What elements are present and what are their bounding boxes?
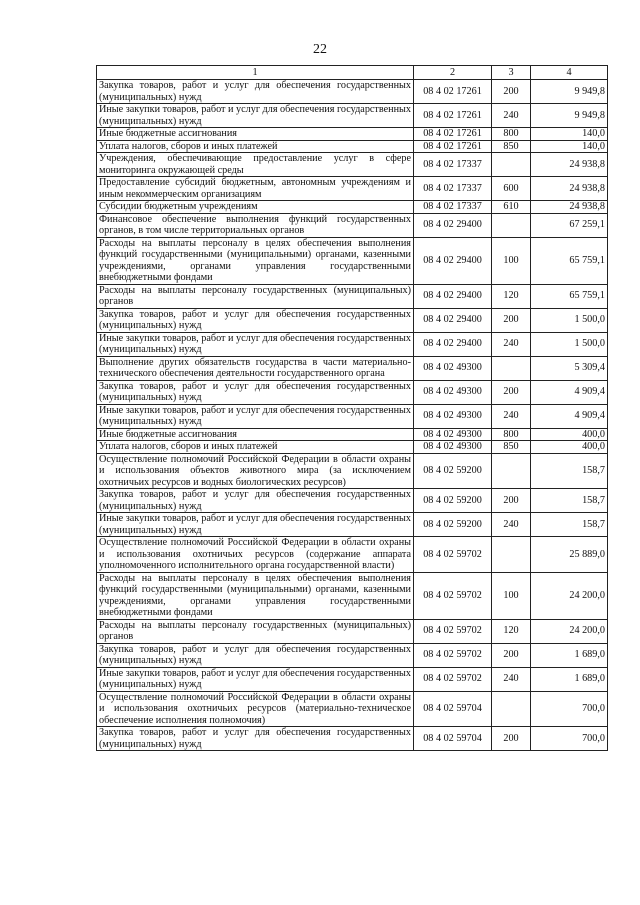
table-row [97,213,608,237]
row-code-cell: 08 4 02 49300 [414,356,492,380]
table-row [97,80,608,104]
table-row [97,453,608,489]
table-row [97,667,608,691]
row-code-cell: 08 4 02 29400 [414,284,492,308]
row-code-cell: 08 4 02 17261 [414,128,492,141]
table-row [97,441,608,454]
table-row [97,356,608,380]
table-row [97,619,608,643]
row-name-cell: Расходы на выплаты персоналу государственных (муниципальных) органов [97,284,414,308]
row-amount-cell: 5 309,4 [531,356,608,380]
row-code-cell: 08 4 02 59702 [414,572,492,619]
row-type-cell: 100 [492,572,531,619]
row-amount-cell: 9 949,8 [531,80,608,104]
page-number: 22 [313,42,327,57]
row-type-cell: 240 [492,513,531,537]
row-type-cell: 240 [492,332,531,356]
row-type-cell [492,453,531,489]
row-type-cell: 600 [492,177,531,201]
row-amount-cell: 24 200,0 [531,619,608,643]
row-code-cell: 08 4 02 17337 [414,177,492,201]
row-type-cell: 240 [492,404,531,428]
row-name-cell: Осуществление полномочий Российской Федерации в области охраны и использования объектов животного мира (за исключением охотничьих ресурсов и водных биологических ресурсов) [97,453,414,489]
row-code-cell: 08 4 02 59200 [414,453,492,489]
row-name-cell: Выполнение других обязательств государства в части материально-технического обеспечения деятельности государственного органа [97,356,414,380]
row-amount-cell: 1 689,0 [531,667,608,691]
row-type-cell: 610 [492,201,531,214]
table-row [97,332,608,356]
row-type-cell [492,153,531,177]
table-row [97,513,608,537]
row-amount-cell: 65 759,1 [531,237,608,284]
table-row [97,104,608,128]
row-type-cell: 200 [492,489,531,513]
row-amount-cell: 24 200,0 [531,572,608,619]
row-name-cell: Уплата налогов, сборов и иных платежей [97,441,414,454]
row-amount-cell: 158,7 [531,489,608,513]
table-row [97,643,608,667]
row-name-cell: Иные закупки товаров, работ и услуг для обеспечения государственных (муниципальных) нужд [97,332,414,356]
row-type-cell: 240 [492,104,531,128]
table-row [97,404,608,428]
table-row [97,284,608,308]
row-name-cell: Финансовое обеспечение выполнения функций государственных органов, в том числе территориальных органов [97,213,414,237]
row-name-cell: Иные закупки товаров, работ и услуг для обеспечения государственных (муниципальных) нужд [97,104,414,128]
row-code-cell: 08 4 02 17261 [414,104,492,128]
row-name-cell: Иные бюджетные ассигнования [97,428,414,441]
row-type-cell: 120 [492,619,531,643]
row-code-cell: 08 4 02 29400 [414,237,492,284]
row-name-cell: Закупка товаров, работ и услуг для обеспечения государственных (муниципальных) нужд [97,380,414,404]
row-amount-cell: 400,0 [531,441,608,454]
row-amount-cell: 24 938,8 [531,153,608,177]
row-type-cell: 120 [492,284,531,308]
row-name-cell: Иные бюджетные ассигнования [97,128,414,141]
row-code-cell: 08 4 02 29400 [414,332,492,356]
row-code-cell: 08 4 02 17337 [414,153,492,177]
row-type-cell: 240 [492,667,531,691]
row-amount-cell: 400,0 [531,428,608,441]
row-code-cell: 08 4 02 59702 [414,619,492,643]
row-code-cell: 08 4 02 17261 [414,140,492,153]
table-row [97,201,608,214]
row-code-cell: 08 4 02 17261 [414,80,492,104]
row-type-cell: 850 [492,441,531,454]
row-name-cell: Закупка товаров, работ и услуг для обеспечения государственных (муниципальных) нужд [97,489,414,513]
table-row [97,308,608,332]
row-amount-cell: 1 500,0 [531,308,608,332]
row-name-cell: Иные закупки товаров, работ и услуг для обеспечения государственных (муниципальных) нужд [97,513,414,537]
row-name-cell: Осуществление полномочий Российской Федерации в области охраны и использования охотничьих ресурсов (материально-техническое обеспечение исполнения полномочия) [97,691,414,727]
table-row [97,380,608,404]
table-row [97,727,608,751]
row-name-cell: Закупка товаров, работ и услуг для обеспечения государственных (муниципальных) нужд [97,308,414,332]
header-col-2: 2 [414,66,492,80]
row-type-cell: 200 [492,380,531,404]
row-name-cell: Иные закупки товаров, работ и услуг для обеспечения государственных (муниципальных) нужд [97,667,414,691]
row-type-cell: 800 [492,428,531,441]
table-row [97,177,608,201]
row-amount-cell: 700,0 [531,691,608,727]
row-type-cell: 200 [492,80,531,104]
row-type-cell: 200 [492,308,531,332]
row-type-cell [492,356,531,380]
row-code-cell: 08 4 02 49300 [414,428,492,441]
row-code-cell: 08 4 02 29400 [414,213,492,237]
row-amount-cell: 1 689,0 [531,643,608,667]
row-name-cell: Субсидии бюджетным учреждениям [97,201,414,214]
row-code-cell: 08 4 02 49300 [414,380,492,404]
header-col-1: 1 [97,66,414,80]
row-name-cell: Предоставление субсидий бюджетным, автономным учреждениям и иным некоммерческим организациям [97,177,414,201]
row-code-cell: 08 4 02 29400 [414,308,492,332]
row-type-cell: 800 [492,128,531,141]
table-row [97,537,608,573]
row-name-cell: Расходы на выплаты персоналу в целях обеспечения выполнения функций государственными (муниципальными) органами, казенными учреждениями, органами управления государственными внебюджетными фондами [97,237,414,284]
row-code-cell: 08 4 02 59702 [414,643,492,667]
table-row [97,153,608,177]
row-type-cell: 200 [492,643,531,667]
table-row [97,572,608,619]
row-code-cell: 08 4 02 59200 [414,513,492,537]
row-name-cell: Осуществление полномочий Российской Федерации в области охраны и использования охотничьих ресурсов (содержание аппарата уполномоченного исполнительного органа государственной власти) [97,537,414,573]
header-col-4: 4 [531,66,608,80]
table-row [97,691,608,727]
row-name-cell: Расходы на выплаты персоналу в целях обеспечения выполнения функций государственными (муниципальными) органами, казенными учреждениями, органами управления государственными внебюджетными фондами [97,572,414,619]
row-name-cell: Закупка товаров, работ и услуг для обеспечения государственных (муниципальных) нужд [97,727,414,751]
row-amount-cell: 158,7 [531,453,608,489]
row-name-cell: Уплата налогов, сборов и иных платежей [97,140,414,153]
table-body [97,80,608,751]
row-type-cell [492,691,531,727]
row-code-cell: 08 4 02 59702 [414,667,492,691]
row-name-cell: Расходы на выплаты персоналу государственных (муниципальных) органов [97,619,414,643]
row-code-cell: 08 4 02 49300 [414,404,492,428]
row-amount-cell: 4 909,4 [531,380,608,404]
table-row [97,489,608,513]
row-code-cell: 08 4 02 17337 [414,201,492,214]
row-amount-cell: 4 909,4 [531,404,608,428]
row-code-cell: 08 4 02 59200 [414,489,492,513]
row-name-cell: Учреждения, обеспечивающие предоставление услуг в сфере мониторинга окружающей среды [97,153,414,177]
row-name-cell: Закупка товаров, работ и услуг для обеспечения государственных (муниципальных) нужд [97,643,414,667]
header-row [97,66,608,80]
row-amount-cell: 9 949,8 [531,104,608,128]
row-amount-cell: 25 889,0 [531,537,608,573]
row-amount-cell: 1 500,0 [531,332,608,356]
table-row [97,237,608,284]
budget-table [96,65,608,751]
header-col-3: 3 [492,66,531,80]
row-amount-cell: 67 259,1 [531,213,608,237]
row-type-cell: 200 [492,727,531,751]
row-type-cell [492,213,531,237]
row-amount-cell: 158,7 [531,513,608,537]
row-amount-cell: 24 938,8 [531,177,608,201]
row-amount-cell: 700,0 [531,727,608,751]
row-name-cell: Иные закупки товаров, работ и услуг для обеспечения государственных (муниципальных) нужд [97,404,414,428]
row-code-cell: 08 4 02 59702 [414,537,492,573]
table-row [97,140,608,153]
row-name-cell: Закупка товаров, работ и услуг для обеспечения государственных (муниципальных) нужд [97,80,414,104]
table-row [97,428,608,441]
row-code-cell: 08 4 02 49300 [414,441,492,454]
row-amount-cell: 65 759,1 [531,284,608,308]
row-code-cell: 08 4 02 59704 [414,727,492,751]
row-amount-cell: 140,0 [531,140,608,153]
row-type-cell: 100 [492,237,531,284]
row-amount-cell: 140,0 [531,128,608,141]
row-code-cell: 08 4 02 59704 [414,691,492,727]
row-amount-cell: 24 938,8 [531,201,608,214]
row-type-cell: 850 [492,140,531,153]
row-type-cell [492,537,531,573]
table-row [97,128,608,141]
